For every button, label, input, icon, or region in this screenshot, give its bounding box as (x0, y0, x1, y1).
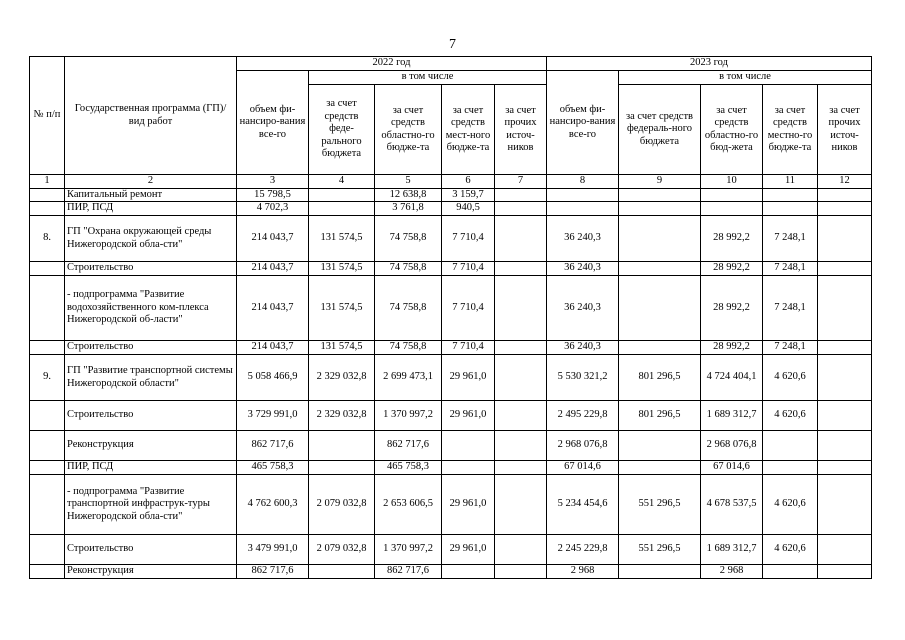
table-cell: 7 710,4 (442, 216, 495, 262)
page-number: 7 (449, 37, 456, 52)
table-cell (547, 188, 619, 202)
row-name: Строительство (65, 401, 237, 431)
table-cell: 2 079 032,8 (309, 475, 375, 535)
table-cell (309, 188, 375, 202)
header-col-num: № п/п (30, 57, 65, 175)
table-cell: 551 296,5 (619, 475, 701, 535)
row-number (30, 461, 65, 475)
table-cell: 28 992,2 (701, 276, 763, 341)
table-cell (818, 216, 872, 262)
row-number (30, 276, 65, 341)
table-cell (763, 188, 818, 202)
table-cell (442, 461, 495, 475)
table-cell: 3 729 991,0 (237, 401, 309, 431)
row-number (30, 535, 65, 565)
table-cell (495, 355, 547, 401)
table-cell: 74 758,8 (375, 341, 442, 355)
table-cell: 7 248,1 (763, 276, 818, 341)
table-cell: 7 248,1 (763, 216, 818, 262)
header-year-2023: 2023 год (547, 57, 872, 71)
table-cell (495, 535, 547, 565)
table-row (30, 341, 872, 355)
table-cell: 2 968 076,8 (547, 431, 619, 461)
table-cell (818, 355, 872, 401)
row-name: Капитальный ремонт (65, 188, 237, 202)
row-number (30, 401, 65, 431)
table-cell (495, 276, 547, 341)
row-name: ГП "Охрана окружающей среды Нижегородской обла-сти" (65, 216, 237, 262)
row-name: ПИР, ПСД (65, 202, 237, 216)
financing-table (29, 56, 872, 579)
table-cell: 67 014,6 (701, 461, 763, 475)
table-cell: 214 043,7 (237, 216, 309, 262)
table-cell: 4 620,6 (763, 535, 818, 565)
table-cell: 2 329 032,8 (309, 355, 375, 401)
row-number (30, 565, 65, 579)
table-cell: 131 574,5 (309, 216, 375, 262)
table-cell (619, 276, 701, 341)
table-cell: 1 689 312,7 (701, 401, 763, 431)
table-cell (818, 565, 872, 579)
table-cell: 1 689 312,7 (701, 535, 763, 565)
table-cell: 2 699 473,1 (375, 355, 442, 401)
table-cell (763, 202, 818, 216)
colnum: 4 (309, 175, 375, 189)
header-including-2022: в том числе (309, 71, 547, 85)
header-col-name: Государственная программа (ГП)/ вид работ (65, 57, 237, 175)
table-cell: 1 370 997,2 (375, 401, 442, 431)
table-cell: 4 678 537,5 (701, 475, 763, 535)
table-cell: 131 574,5 (309, 341, 375, 355)
table-cell (619, 188, 701, 202)
table-cell (495, 475, 547, 535)
row-number (30, 431, 65, 461)
table-cell: 214 043,7 (237, 341, 309, 355)
table-cell: 2 968 (701, 565, 763, 579)
row-name: - подпрограмма "Развитие транспортной инфраструк-туры Нижегородской обла-сти" (65, 475, 237, 535)
table-cell: 36 240,3 (547, 341, 619, 355)
table-cell: 5 234 454,6 (547, 475, 619, 535)
table-cell: 28 992,2 (701, 341, 763, 355)
table-cell (495, 262, 547, 276)
table-cell (495, 565, 547, 579)
table-cell (818, 431, 872, 461)
table-cell: 465 758,3 (375, 461, 442, 475)
header-federal-2022: за счет средств феде-рального бюджета (309, 85, 375, 175)
header-local-2023: за счет средств местно-го бюдже-та (763, 85, 818, 175)
table-cell: 801 296,5 (619, 355, 701, 401)
header-including-2023: в том числе (619, 71, 872, 85)
table-cell (818, 188, 872, 202)
colnum: 8 (547, 175, 619, 189)
colnum: 7 (495, 175, 547, 189)
table-cell (619, 341, 701, 355)
table-cell (619, 431, 701, 461)
table-cell: 801 296,5 (619, 401, 701, 431)
table-cell: 214 043,7 (237, 276, 309, 341)
header-total-2022: объем фи-нансиро-вания все-го (237, 71, 309, 175)
table-cell: 7 710,4 (442, 262, 495, 276)
table-cell: 2 245 229,8 (547, 535, 619, 565)
table-row (30, 276, 872, 341)
colnum: 10 (701, 175, 763, 189)
table-cell: 2 329 032,8 (309, 401, 375, 431)
table-cell: 7 248,1 (763, 262, 818, 276)
table-cell: 29 961,0 (442, 475, 495, 535)
table-cell (619, 565, 701, 579)
table-cell (495, 401, 547, 431)
table-row (30, 535, 872, 565)
table-cell: 862 717,6 (237, 431, 309, 461)
table-cell: 7 248,1 (763, 341, 818, 355)
table-cell: 4 620,6 (763, 401, 818, 431)
table-cell (309, 431, 375, 461)
table-cell: 28 992,2 (701, 262, 763, 276)
colnum: 5 (375, 175, 442, 189)
row-name: Реконструкция (65, 431, 237, 461)
table-cell: 15 798,5 (237, 188, 309, 202)
colnum: 3 (237, 175, 309, 189)
colnum: 2 (65, 175, 237, 189)
table-cell (619, 461, 701, 475)
table-row (30, 202, 872, 216)
table-cell (619, 262, 701, 276)
table-cell (818, 202, 872, 216)
table-cell (309, 202, 375, 216)
colnum: 6 (442, 175, 495, 189)
table-cell (495, 341, 547, 355)
row-number (30, 188, 65, 202)
table-cell: 2 079 032,8 (309, 535, 375, 565)
header-other-2022: за счет прочих источ-ников (495, 85, 547, 175)
colnum: 11 (763, 175, 818, 189)
table-cell: 131 574,5 (309, 262, 375, 276)
table-cell: 36 240,3 (547, 262, 619, 276)
table-cell: 214 043,7 (237, 262, 309, 276)
table-cell: 74 758,8 (375, 262, 442, 276)
table-cell: 3 479 991,0 (237, 535, 309, 565)
colnum: 1 (30, 175, 65, 189)
table-cell: 862 717,6 (375, 431, 442, 461)
table-cell (619, 202, 701, 216)
table-cell (442, 565, 495, 579)
row-number: 8. (30, 216, 65, 262)
table-cell: 2 968 (547, 565, 619, 579)
table-cell: 4 762 600,3 (237, 475, 309, 535)
header-other-2023: за счет прочих источ-ников (818, 85, 872, 175)
row-number (30, 475, 65, 535)
row-number (30, 341, 65, 355)
colnum: 12 (818, 175, 872, 189)
table-cell: 1 370 997,2 (375, 535, 442, 565)
table-cell: 3 159,7 (442, 188, 495, 202)
table-cell (818, 276, 872, 341)
row-name: Реконструкция (65, 565, 237, 579)
table-cell: 29 961,0 (442, 401, 495, 431)
table-cell (818, 341, 872, 355)
row-name: Строительство (65, 535, 237, 565)
table-cell: 36 240,3 (547, 276, 619, 341)
table-cell (495, 431, 547, 461)
table-cell: 4 724 404,1 (701, 355, 763, 401)
row-number: 9. (30, 355, 65, 401)
table-cell (495, 216, 547, 262)
table-cell: 29 961,0 (442, 535, 495, 565)
table-cell: 2 653 606,5 (375, 475, 442, 535)
table-cell: 3 761,8 (375, 202, 442, 216)
table-row (30, 188, 872, 202)
table-cell (701, 202, 763, 216)
table-row (30, 565, 872, 579)
header-total-2023: объем фи-нансиро-вания все-го (547, 71, 619, 175)
table-cell (818, 475, 872, 535)
header-regional-2022: за счет средств областно-го бюдже-та (375, 85, 442, 175)
table-cell: 12 638,8 (375, 188, 442, 202)
row-number (30, 262, 65, 276)
table-cell (763, 461, 818, 475)
table-cell: 74 758,8 (375, 276, 442, 341)
table-cell: 862 717,6 (237, 565, 309, 579)
table-cell (309, 565, 375, 579)
table-row (30, 216, 872, 262)
table-cell (442, 431, 495, 461)
table-row (30, 475, 872, 535)
table-cell: 5 530 321,2 (547, 355, 619, 401)
row-name: ПИР, ПСД (65, 461, 237, 475)
table-cell: 7 710,4 (442, 276, 495, 341)
column-number-row (30, 175, 872, 189)
table-cell: 4 620,6 (763, 475, 818, 535)
row-name: ГП "Развитие транспортной системы Нижегородской области" (65, 355, 237, 401)
table-cell (818, 461, 872, 475)
table-cell (495, 461, 547, 475)
table-cell (818, 401, 872, 431)
table-row (30, 355, 872, 401)
table-cell: 551 296,5 (619, 535, 701, 565)
table-cell (818, 262, 872, 276)
table-cell: 2 495 229,8 (547, 401, 619, 431)
table-cell (495, 188, 547, 202)
table-cell (701, 188, 763, 202)
header-regional-2023: за счет средств областно-го бюд-жета (701, 85, 763, 175)
table-cell (763, 431, 818, 461)
header-year-2022: 2022 год (237, 57, 547, 71)
table-cell: 131 574,5 (309, 276, 375, 341)
table-cell (547, 202, 619, 216)
table-row (30, 401, 872, 431)
row-name: - подпрограмма "Развитие водохозяйственного ком-плекса Нижегородской об-ласти" (65, 276, 237, 341)
table-cell: 29 961,0 (442, 355, 495, 401)
table-row (30, 431, 872, 461)
table-cell: 7 710,4 (442, 341, 495, 355)
table-cell (495, 202, 547, 216)
table-row (30, 461, 872, 475)
table-cell: 5 058 466,9 (237, 355, 309, 401)
colnum: 9 (619, 175, 701, 189)
row-name: Строительство (65, 341, 237, 355)
row-name: Строительство (65, 262, 237, 276)
table-cell: 862 717,6 (375, 565, 442, 579)
header-federal-2023: за счет средств федераль-ного бюджета (619, 85, 701, 175)
table-cell: 4 702,3 (237, 202, 309, 216)
table-cell (619, 216, 701, 262)
table-cell: 67 014,6 (547, 461, 619, 475)
table-cell: 465 758,3 (237, 461, 309, 475)
table-cell: 28 992,2 (701, 216, 763, 262)
table-cell: 36 240,3 (547, 216, 619, 262)
table-cell (309, 461, 375, 475)
table-cell: 2 968 076,8 (701, 431, 763, 461)
table-row (30, 262, 872, 276)
table-cell (818, 535, 872, 565)
table-cell (763, 565, 818, 579)
table-cell: 4 620,6 (763, 355, 818, 401)
header-local-2022: за счет средств мест-ного бюдже-та (442, 85, 495, 175)
row-number (30, 202, 65, 216)
table-cell: 940,5 (442, 202, 495, 216)
table-cell: 74 758,8 (375, 216, 442, 262)
